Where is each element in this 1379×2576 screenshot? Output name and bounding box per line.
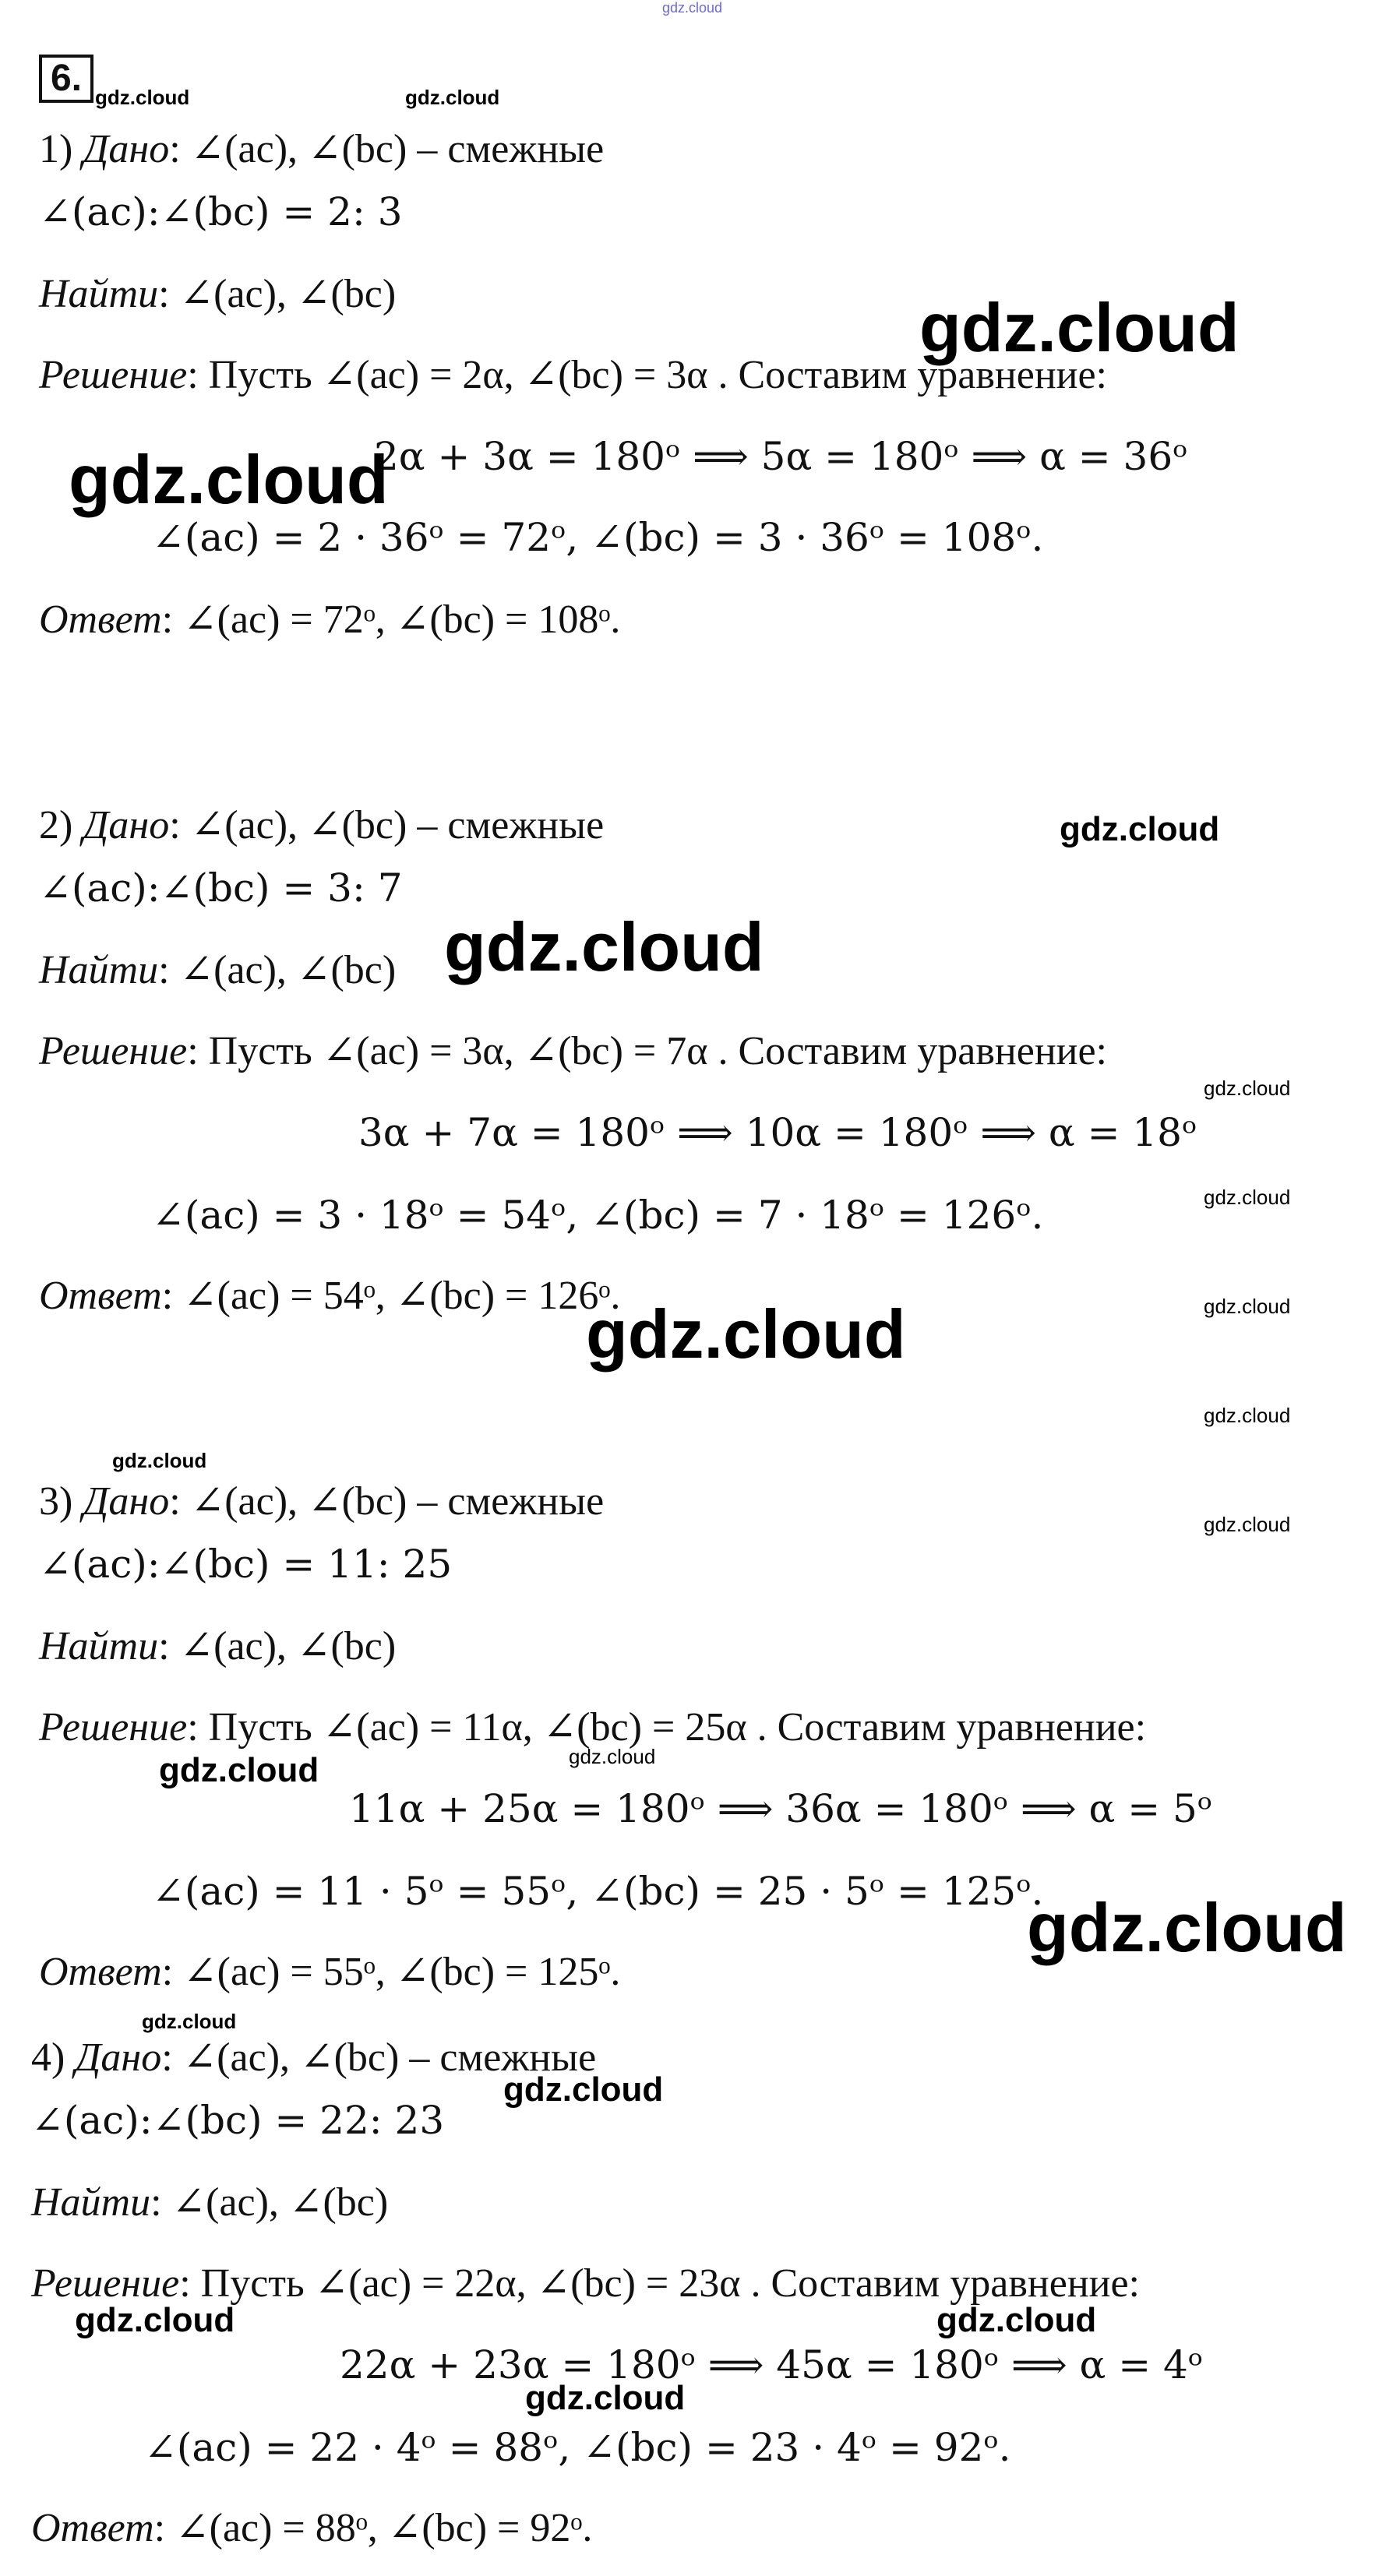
watermark: gdz.cloud <box>1204 1513 1291 1536</box>
answer-label: Ответ <box>39 1950 162 1994</box>
item-number: 3) <box>39 1479 73 1524</box>
watermark: gdz.cloud <box>503 2070 664 2109</box>
ratio-line: ∠(ac):∠(bc) = 3: 7 <box>39 865 403 911</box>
computation-line: ∠(ac) = 11 · 5ᵒ = 55ᵒ, ∠(bc) = 25 · 5ᵒ = 125ᵒ. <box>152 1869 1044 1914</box>
given-text: : ∠(ac), ∠(bc) – смежные <box>161 2035 597 2080</box>
find-text: : ∠(ac), ∠(bc) <box>150 2180 389 2225</box>
find-text: : ∠(ac), ∠(bc) <box>158 1624 397 1669</box>
ratio-line: ∠(ac):∠(bc) = 2: 3 <box>39 189 403 234</box>
item-number: 4) <box>31 2035 65 2080</box>
answer-line <box>31 2505 592 2552</box>
answer-text: : ∠(ac) = 54ᵒ, ∠(bc) = 126ᵒ. <box>161 1274 621 1318</box>
watermark: gdz.cloud <box>1027 1889 1347 1966</box>
watermark: gdz.cloud <box>142 2010 237 2033</box>
item-number: 2) <box>39 803 73 848</box>
given-line <box>39 126 604 173</box>
equation-line: 3α + 7α = 180ᵒ ⟹ 10α = 180ᵒ ⟹ α = 18ᵒ <box>358 1110 1197 1155</box>
given-label: Дано <box>75 2035 162 2080</box>
given-text: : ∠(ac), ∠(bc) – смежные <box>169 803 605 848</box>
answer-text: : ∠(ac) = 88ᵒ, ∠(bc) = 92ᵒ. <box>153 2506 593 2550</box>
find-text: : ∠(ac), ∠(bc) <box>158 948 397 992</box>
find-label: Найти <box>39 272 159 316</box>
equation-line: 22α + 23α = 180ᵒ ⟹ 45α = 180ᵒ ⟹ α = 4ᵒ <box>340 2342 1204 2387</box>
find-line <box>39 947 396 994</box>
answer-line <box>39 1273 620 1320</box>
given-line <box>39 802 604 849</box>
watermark: gdz.cloud <box>405 86 500 109</box>
given-line <box>39 1478 604 1525</box>
answer-line <box>39 597 620 643</box>
given-text: : ∠(ac), ∠(bc) – смежные <box>169 1479 605 1524</box>
watermark: gdz.cloud <box>525 2379 686 2417</box>
computation-line: ∠(ac) = 3 · 18ᵒ = 54ᵒ, ∠(bc) = 7 · 18ᵒ = 126ᵒ. <box>152 1193 1044 1238</box>
solution-text: : Пусть ∠(ac) = 11α, ∠(bc) = 25α . Составим уравнение: <box>187 1705 1147 1750</box>
watermark: gdz.cloud <box>69 441 389 518</box>
solution-line <box>31 2261 1140 2307</box>
solution-label: Решение <box>39 353 188 397</box>
watermark: gdz.cloud <box>1060 810 1220 848</box>
solution-label: Решение <box>39 1705 188 1750</box>
watermark: gdz.cloud <box>936 2301 1097 2339</box>
find-text: : ∠(ac), ∠(bc) <box>158 272 397 316</box>
watermark: gdz.cloud <box>75 2301 235 2339</box>
watermark: gdz.cloud <box>95 86 190 109</box>
watermark: gdz.cloud <box>1204 1077 1291 1100</box>
find-line <box>39 1623 396 1670</box>
item-number: 1) <box>39 127 73 171</box>
solution-text: : Пусть ∠(ac) = 3α, ∠(bc) = 7α . Составим уравнение: <box>187 1029 1108 1073</box>
watermark: gdz.cloud <box>662 0 723 16</box>
watermark: gdz.cloud <box>444 908 764 985</box>
solution-text: : Пусть ∠(ac) = 2α, ∠(bc) = 3α . Составим уравнение: <box>187 353 1108 397</box>
find-label: Найти <box>39 1624 159 1669</box>
watermark: gdz.cloud <box>159 1751 319 1789</box>
ratio-line: ∠(ac):∠(bc) = 22: 23 <box>31 2098 445 2143</box>
find-line <box>31 2180 388 2226</box>
answer-label: Ответ <box>39 1274 162 1318</box>
solution-label: Решение <box>39 1029 188 1073</box>
computation-line: ∠(ac) = 22 · 4ᵒ = 88ᵒ, ∠(bc) = 23 · 4ᵒ = 92ᵒ. <box>144 2425 1011 2470</box>
watermark: gdz.cloud <box>586 1295 906 1373</box>
find-label: Найти <box>39 948 159 992</box>
watermark: gdz.cloud <box>112 1449 207 1472</box>
answer-label: Ответ <box>39 597 162 642</box>
watermark: gdz.cloud <box>1204 1186 1291 1209</box>
find-line <box>39 271 396 318</box>
solution-line <box>39 1704 1146 1751</box>
given-label: Дано <box>83 127 170 171</box>
answer-text: : ∠(ac) = 55ᵒ, ∠(bc) = 125ᵒ. <box>161 1950 621 1994</box>
watermark: gdz.cloud <box>919 289 1240 366</box>
answer-label: Ответ <box>31 2506 154 2550</box>
equation-line: 11α + 25α = 180ᵒ ⟹ 36α = 180ᵒ ⟹ α = 5ᵒ <box>349 1786 1213 1831</box>
ratio-line: ∠(ac):∠(bc) = 11: 25 <box>39 1542 453 1587</box>
given-text: : ∠(ac), ∠(bc) – смежные <box>169 127 605 171</box>
equation-line: 2α + 3α = 180ᵒ ⟹ 5α = 180ᵒ ⟹ α = 36ᵒ <box>374 434 1188 479</box>
watermark: gdz.cloud <box>1204 1295 1291 1318</box>
given-label: Дано <box>83 803 170 848</box>
answer-text: : ∠(ac) = 72ᵒ, ∠(bc) = 108ᵒ. <box>161 597 621 642</box>
watermark: gdz.cloud <box>569 1745 656 1768</box>
task-number: 6. <box>39 55 93 103</box>
answer-line <box>39 1949 620 1996</box>
find-label: Найти <box>31 2180 151 2225</box>
given-label: Дано <box>83 1479 170 1524</box>
solution-line <box>39 1028 1107 1075</box>
computation-line: ∠(ac) = 2 · 36ᵒ = 72ᵒ, ∠(bc) = 3 · 36ᵒ = 108ᵒ. <box>152 515 1044 560</box>
watermark: gdz.cloud <box>1204 1404 1291 1427</box>
solution-label: Решение <box>31 2261 180 2306</box>
solution-text: : Пусть ∠(ac) = 22α, ∠(bc) = 23α . Составим уравнение: <box>179 2261 1141 2306</box>
